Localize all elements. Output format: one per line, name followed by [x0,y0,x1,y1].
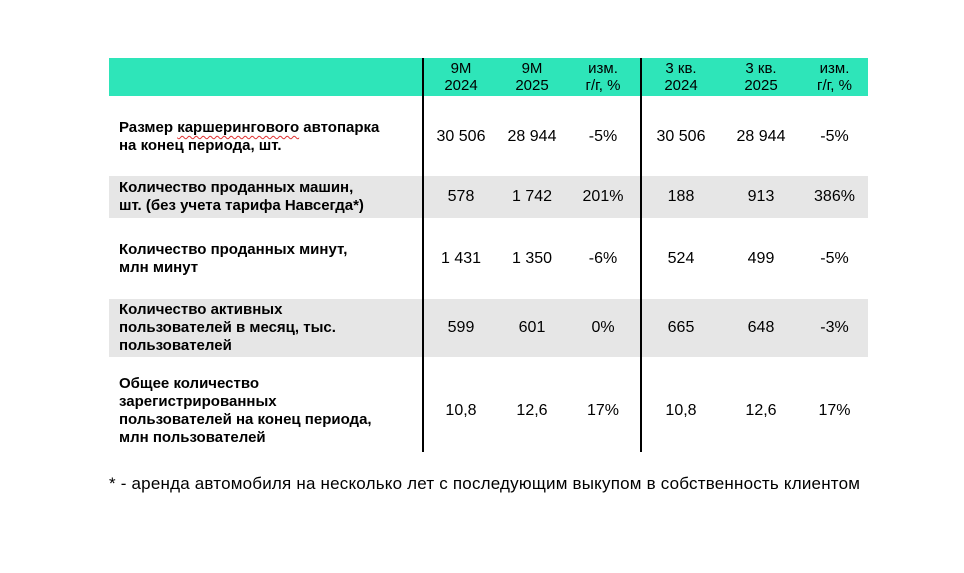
cell-9m-2025: 12,6 [516,402,548,419]
table-row [109,176,868,218]
cell-9m-change: 201% [582,188,624,205]
cell-q3-2025: 499 [747,250,775,267]
cell-9m-2025: 1 742 [511,188,553,205]
header-9m-2024: 9М 2024 [444,60,478,94]
row-label: Размер каршерингового автопарка на конец периода, шт. [119,119,380,154]
cell-9m-2024: 30 506 [436,128,486,145]
row-label: Количество проданных машин, шт. (без учета тарифа Навсегда*) [119,179,364,214]
cell-9m-change: -5% [588,128,618,145]
cell-9m-2024: 1 431 [440,250,482,267]
cell-9m-change: 0% [591,319,615,336]
table-header [109,58,868,96]
cell-q3-2024: 30 506 [656,128,706,145]
table-row [109,234,868,284]
table-row [109,370,868,452]
cell-9m-2025: 601 [518,319,546,336]
cell-9m-change: 17% [586,402,620,419]
cell-q3-2025: 12,6 [745,402,777,419]
spellcheck-word: каршерингового [177,119,300,136]
cell-q3-2024: 188 [667,188,695,205]
cell-q3-change: 386% [814,188,855,205]
divider-middle [640,58,642,452]
header-9m-2025: 9М 2025 [515,60,549,94]
footnote: * - аренда автомобиля на несколько лет с последующим выкупом в собственность клиентом [109,474,861,493]
metrics-table [109,58,868,452]
cell-9m-2025: 1 350 [511,250,553,267]
header-q3-2025: 3 кв. 2025 [744,60,778,94]
row-label: Количество проданных минут, млн минут [119,241,348,276]
row-label: Общее количество зарегистрированных пользователей на конец периода, млн пользователей [119,375,372,446]
cell-q3-2024: 665 [667,319,695,336]
cell-9m-2024: 599 [447,319,475,336]
cell-q3-2025: 913 [747,188,775,205]
cell-q3-2024: 10,8 [665,402,697,419]
cell-q3-2025: 28 944 [736,128,786,145]
cell-q3-change: -5% [820,250,849,267]
cell-q3-change: -3% [820,319,849,336]
cell-q3-change: -5% [820,128,849,145]
header-q3-2024: 3 кв. 2024 [664,60,698,94]
divider-left [422,58,424,452]
cell-q3-2025: 648 [747,319,775,336]
cell-9m-2025: 28 944 [507,128,557,145]
cell-9m-2024: 578 [447,188,475,205]
header-q3-change: изм. г/г, % [817,60,852,94]
cell-9m-2024: 10,8 [445,402,477,419]
cell-9m-change: -6% [588,250,618,267]
header-9m-change: изм. г/г, % [585,60,621,94]
row-label: Количество активных пользователей в месяц, тыс. пользователей [119,301,336,354]
cell-q3-change: 17% [818,402,851,419]
cell-q3-2024: 524 [667,250,695,267]
table-row [109,108,868,166]
table-row [109,299,868,357]
